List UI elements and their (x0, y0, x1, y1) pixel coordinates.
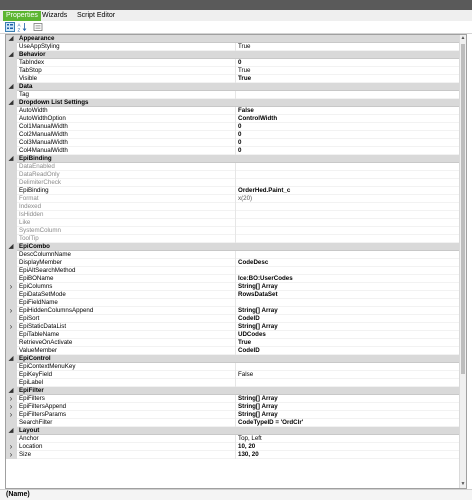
collapse-icon[interactable]: ◢ (8, 428, 14, 434)
collapse-icon[interactable]: ◢ (8, 84, 14, 90)
row-gutter (6, 235, 17, 243)
row-gutter (6, 259, 17, 267)
property-row[interactable] (6, 147, 466, 155)
row-gutter (6, 331, 17, 339)
svg-text:Z: Z (17, 27, 21, 32)
property-row[interactable] (6, 171, 466, 179)
property-value[interactable]: 0 (235, 59, 455, 67)
row-gutter (6, 347, 17, 355)
property-pages-icon[interactable] (33, 22, 43, 32)
property-name: Anchor (19, 435, 39, 442)
property-name: EpiHiddenColumnsAppend (19, 307, 94, 314)
property-name: DataReadOnly (19, 171, 60, 178)
category-label: Layout (19, 427, 40, 434)
property-name: Col1ManualWidth (19, 123, 68, 130)
row-gutter (6, 75, 17, 83)
property-name: EpiFiltersParams (19, 411, 67, 418)
row-gutter (6, 179, 17, 187)
selected-property-name: (Name) (6, 491, 30, 498)
row-gutter (6, 251, 17, 259)
property-name: Format (19, 195, 39, 202)
property-name: EpiBinding (19, 187, 49, 194)
property-name: EpiFiltersAppend (19, 403, 67, 410)
property-value[interactable]: False (235, 107, 455, 115)
property-name: Col4ManualWidth (19, 147, 68, 154)
property-name: EpiSort (19, 315, 40, 322)
collapse-icon[interactable]: ◢ (8, 52, 14, 58)
property-value[interactable] (235, 227, 455, 235)
property-name: IsHidden (19, 211, 44, 218)
property-row[interactable] (6, 395, 466, 403)
property-value[interactable]: 0 (235, 123, 455, 131)
property-value[interactable]: True (235, 43, 455, 51)
row-gutter (6, 211, 17, 219)
tab-wizards[interactable]: Wizards (42, 12, 68, 19)
property-value[interactable]: UDCodes (235, 331, 455, 339)
property-name: ValueMember (19, 347, 58, 354)
category-label: EpiFilter (19, 387, 44, 394)
row-gutter (6, 291, 17, 299)
property-row[interactable] (6, 451, 466, 459)
property-value[interactable] (235, 171, 455, 179)
property-row[interactable] (6, 107, 466, 115)
property-row[interactable] (6, 299, 466, 307)
property-row[interactable] (6, 275, 466, 283)
property-row[interactable] (6, 163, 466, 171)
row-gutter (6, 419, 17, 427)
property-value[interactable]: String[] Array (235, 411, 455, 419)
property-row[interactable] (6, 403, 466, 411)
scroll-up-icon[interactable]: ▲ (460, 35, 466, 41)
window-titlebar (0, 0, 472, 10)
property-value[interactable]: String[] Array (235, 307, 455, 315)
row-gutter (6, 107, 17, 115)
property-value[interactable]: True (235, 67, 455, 75)
categorized-icon[interactable] (5, 22, 15, 32)
property-row[interactable] (6, 267, 466, 275)
property-name: EpiDataSetMode (19, 291, 66, 298)
property-row[interactable] (6, 179, 466, 187)
property-value[interactable] (235, 363, 455, 371)
property-value[interactable]: Top, Left (235, 435, 455, 443)
property-value[interactable] (235, 235, 455, 243)
property-row[interactable] (6, 259, 466, 267)
collapse-icon[interactable]: ◢ (8, 244, 14, 250)
row-gutter (6, 187, 17, 195)
property-row[interactable] (6, 291, 466, 299)
property-row[interactable] (6, 91, 466, 99)
property-value[interactable]: 130, 20 (235, 451, 455, 459)
expand-icon[interactable]: › (9, 450, 13, 459)
property-value[interactable]: CodeTypeID = 'OrdClr' (235, 419, 455, 427)
property-row[interactable] (6, 411, 466, 419)
property-name: Tag (19, 91, 29, 98)
property-value[interactable]: x(20) (235, 195, 455, 203)
property-name: EpiAltSearchMethod (19, 267, 76, 274)
row-gutter (6, 131, 17, 139)
property-row[interactable] (6, 379, 466, 387)
vertical-scrollbar[interactable] (459, 35, 466, 488)
scroll-thumb[interactable] (461, 44, 465, 374)
property-name: EpiContextMenuKey (19, 363, 76, 370)
property-row[interactable] (6, 435, 466, 443)
property-row[interactable] (6, 115, 466, 123)
property-value[interactable]: RowsDataSet (235, 291, 455, 299)
row-gutter (6, 139, 17, 147)
expand-icon[interactable]: › (9, 282, 13, 291)
expand-icon[interactable]: › (9, 394, 13, 403)
property-value[interactable] (235, 251, 455, 259)
property-value[interactable]: False (235, 371, 455, 379)
category-label: Dropdown List Settings (19, 99, 89, 106)
property-row[interactable] (6, 307, 466, 315)
category-data[interactable] (6, 83, 466, 91)
property-row[interactable] (6, 219, 466, 227)
property-row[interactable] (6, 195, 466, 203)
property-value[interactable]: Ice:BO:UserCodes (235, 275, 455, 283)
property-row[interactable] (6, 211, 466, 219)
property-name: EpiFilters (19, 395, 45, 402)
expand-icon[interactable]: › (9, 322, 13, 331)
property-value[interactable] (235, 379, 455, 387)
alphabetical-icon[interactable] (17, 22, 27, 32)
category-label: EpiBinding (19, 155, 52, 162)
category-appearance[interactable] (6, 35, 466, 43)
property-value[interactable]: String[] Array (235, 283, 455, 291)
property-name: Size (19, 451, 32, 458)
property-value[interactable]: ControlWidth (235, 115, 455, 123)
property-row[interactable] (6, 339, 466, 347)
row-gutter (6, 227, 17, 235)
property-name: DataEnabled (19, 163, 55, 170)
property-row[interactable] (6, 187, 466, 195)
property-name: Indexed (19, 203, 42, 210)
property-grid (5, 34, 467, 489)
row-gutter (6, 163, 17, 171)
property-value[interactable] (235, 179, 455, 187)
category-epicontrol[interactable] (6, 355, 466, 363)
property-name: UseAppStyling (19, 43, 60, 50)
property-name: EpiBOName (19, 275, 54, 282)
property-row[interactable] (6, 67, 466, 75)
category-epibinding[interactable] (6, 155, 466, 163)
property-name: TabIndex (19, 59, 45, 66)
property-name: Location (19, 443, 43, 450)
category-label: EpiCombo (19, 243, 50, 250)
row-gutter (6, 123, 17, 131)
property-row[interactable] (6, 347, 466, 355)
property-name: AutoWidthOption (19, 115, 66, 122)
property-row[interactable] (6, 227, 466, 235)
category-dropdown-list-settings[interactable] (6, 99, 466, 107)
row-gutter (6, 43, 17, 51)
category-epifilter[interactable] (6, 387, 466, 395)
svg-text:A: A (17, 22, 21, 28)
category-label: Behavior (19, 51, 46, 58)
property-row[interactable] (6, 323, 466, 331)
property-row[interactable] (6, 419, 466, 427)
expand-icon[interactable]: › (9, 402, 13, 411)
property-value[interactable] (235, 299, 455, 307)
description-pane (0, 489, 472, 500)
row-gutter (6, 267, 17, 275)
property-value[interactable] (235, 91, 455, 99)
row-gutter (6, 371, 17, 379)
property-value[interactable]: True (235, 339, 455, 347)
property-name: DisplayMember (19, 259, 62, 266)
row-gutter (6, 67, 17, 75)
property-row[interactable] (6, 331, 466, 339)
property-value[interactable] (235, 219, 455, 227)
collapse-icon[interactable]: ◢ (8, 100, 14, 106)
property-name: EpiStaticDataList (19, 323, 67, 330)
expand-icon[interactable]: › (9, 442, 13, 451)
row-gutter (6, 147, 17, 155)
collapse-icon[interactable]: ◢ (8, 356, 14, 362)
collapse-icon[interactable]: ◢ (8, 388, 14, 394)
property-value[interactable]: String[] Array (235, 323, 455, 331)
collapse-icon[interactable]: ◢ (8, 36, 14, 42)
row-gutter (6, 91, 17, 99)
row-gutter (6, 115, 17, 123)
property-row[interactable] (6, 203, 466, 211)
property-value[interactable]: True (235, 75, 455, 83)
tab-script-editor[interactable]: Script Editor (77, 12, 116, 19)
property-row[interactable] (6, 59, 466, 67)
property-value[interactable]: CodeID (235, 347, 455, 355)
property-name: Col2ManualWidth (19, 131, 68, 138)
row-gutter (6, 363, 17, 371)
row-gutter (6, 59, 17, 67)
property-name: DescColumnName (19, 251, 71, 258)
property-name: Col3ManualWidth (19, 139, 68, 146)
property-value[interactable] (235, 267, 455, 275)
property-value[interactable]: 10, 20 (235, 443, 455, 451)
property-value[interactable] (235, 211, 455, 219)
property-row[interactable] (6, 139, 466, 147)
row-gutter (6, 203, 17, 211)
property-name: SystemColumn (19, 227, 61, 234)
property-value[interactable]: CodeDesc (235, 259, 455, 267)
property-value[interactable] (235, 163, 455, 171)
property-row[interactable] (6, 131, 466, 139)
property-row[interactable] (6, 75, 466, 83)
property-value[interactable]: String[] Array (235, 395, 455, 403)
property-toolbar (0, 21, 472, 34)
category-label: Appearance (19, 35, 55, 42)
row-gutter (6, 195, 17, 203)
tab-properties[interactable]: Properties (3, 11, 41, 21)
property-name: RetrieveOnActivate (19, 339, 73, 346)
property-rows (6, 35, 466, 459)
category-label: Data (19, 83, 33, 90)
category-behavior[interactable] (6, 51, 466, 59)
property-value[interactable]: 0 (235, 131, 455, 139)
property-name: SearchFilter (19, 419, 53, 426)
property-value[interactable]: 0 (235, 139, 455, 147)
property-value[interactable]: String[] Array (235, 403, 455, 411)
category-layout[interactable] (6, 427, 466, 435)
property-value[interactable] (235, 203, 455, 211)
property-name: EpiLabel (19, 379, 44, 386)
property-row[interactable] (6, 371, 466, 379)
property-row[interactable] (6, 283, 466, 291)
property-value[interactable]: CodeID (235, 315, 455, 323)
property-row[interactable] (6, 443, 466, 451)
property-row[interactable] (6, 363, 466, 371)
property-name: EpiFieldName (19, 299, 58, 306)
tab-strip (0, 10, 472, 21)
property-row[interactable] (6, 43, 466, 51)
row-gutter (6, 379, 17, 387)
expand-icon[interactable]: › (9, 410, 13, 419)
category-label: EpiControl (19, 355, 51, 362)
property-name: TabStop (19, 67, 42, 74)
row-gutter (6, 171, 17, 179)
expand-icon[interactable]: › (9, 306, 13, 315)
property-row[interactable] (6, 123, 466, 131)
property-name: EpiColumns (19, 283, 53, 290)
property-name: AutoWidth (19, 107, 48, 114)
property-name: Like (19, 219, 31, 226)
property-value[interactable]: OrderHed.Paint_c (235, 187, 455, 195)
property-name: EpiTableName (19, 331, 60, 338)
property-value[interactable]: 0 (235, 147, 455, 155)
collapse-icon[interactable]: ◢ (8, 156, 14, 162)
property-name: Visible (19, 75, 38, 82)
property-row[interactable] (6, 315, 466, 323)
property-name: EpiKeyField (19, 371, 53, 378)
category-epicombo[interactable] (6, 243, 466, 251)
property-name: ToolTip (19, 235, 39, 242)
scroll-down-icon[interactable]: ▼ (460, 481, 466, 487)
row-gutter (6, 219, 17, 227)
property-name: DelimiterCheck (19, 179, 61, 186)
property-row[interactable] (6, 235, 466, 243)
property-row[interactable] (6, 251, 466, 259)
row-gutter (6, 339, 17, 347)
